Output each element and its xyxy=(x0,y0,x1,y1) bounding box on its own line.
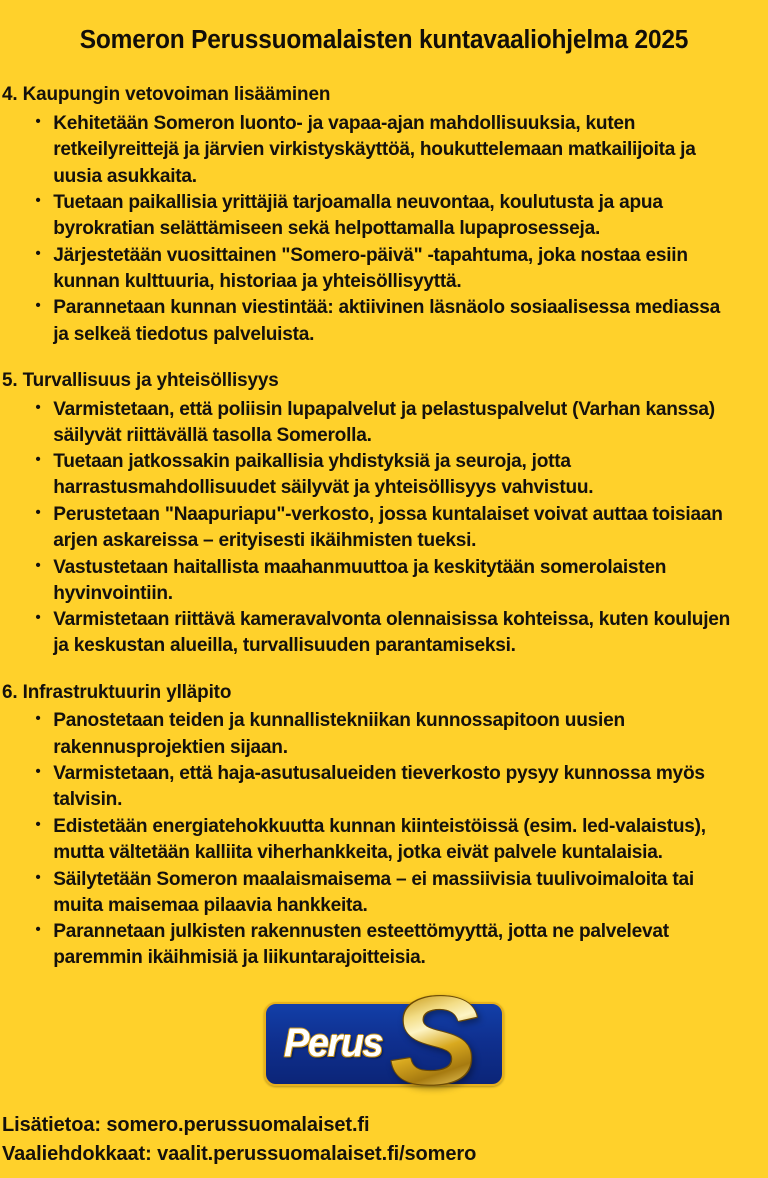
program-content xyxy=(0,82,768,970)
list-item: • Varmistetaan, että haja-asutusalueiden tieverkosto pysyy kunnossa myös talvisin. xyxy=(2,760,739,812)
program-section-5 xyxy=(2,368,750,659)
footer-links xyxy=(2,1111,476,1168)
program-section-4 xyxy=(2,82,750,346)
list-item: • Tuetaan jatkossakin paikallisia yhdistyksiä ja seuroja, jotta harrastusmahdollisuudet säilyvät ja yhteisöllisyys vahvistuu. xyxy=(2,448,739,500)
list-item: • Kehitetään Someron luonto- ja vapaa-ajan mahdollisuuksia, kuten retkeilyreittejä ja järvien virkistyskäyttöä, houkuttelemaan matkailijoita ja uusia asukkaita. xyxy=(2,110,739,188)
footer-info-line: Lisätietoa: somero.perussuomalaiset.fi xyxy=(2,1114,370,1137)
list-item: • Parannetaan julkisten rakennusten esteettömyyttä, jotta ne palvelevat paremmin ikäihmisiä ja liikuntarajoitteisia. xyxy=(2,918,739,970)
election-program-poster xyxy=(0,17,768,1178)
program-section-6 xyxy=(2,680,750,971)
list-item: • Edistetään energiatehokkuutta kunnan kiinteistöissä (esim. led-valaistus), mutta vältetään kalliita viherhankkeita, jotka eivät palvele kuntalaisia. xyxy=(2,813,739,865)
list-item: • Järjestetään vuosittainen "Somero-päivä" -tapahtuma, joka nostaa esiin kunnan kulttuuria, historiaa ja yhteisöllisyyttä. xyxy=(2,242,739,294)
perussuomalaiset-logo xyxy=(262,971,506,1112)
logo-wordmark: Perus xyxy=(284,1021,383,1066)
list-item: • Säilytetään Someron maalaismaisema – ei massiivisia tuulivoimaloita tai muita maisemaa pilaavia hankkeita. xyxy=(2,866,739,918)
section-heading-6: 6. Infrastruktuurin ylläpito xyxy=(2,680,232,703)
section-5-bullet-list xyxy=(2,396,750,659)
list-item: • Tuetaan paikallisia yrittäjiä tarjoamalla neuvontaa, koulutusta ja apua byrokratian selättämiseen sekä helpottamalla lupaprosesseja. xyxy=(2,189,739,241)
list-item: • Varmistetaan, että poliisin lupapalvelut ja pelastuspalvelut (Varhan kanssa) säilyvät riittävällä tasolla Somerolla. xyxy=(2,396,739,448)
logo-container xyxy=(0,971,768,1112)
section-4-bullet-list xyxy=(2,110,750,346)
footer-candidates-line: Vaaliehdokkaat: vaalit.perussuomalaiset.fi/somero xyxy=(2,1142,477,1165)
list-item: • Parannetaan kunnan viestintää: aktiivinen läsnäolo sosiaalisessa mediassa ja selkeä tiedotus palveluista. xyxy=(2,294,739,346)
list-item: • Varmistetaan riittävä kameravalvonta olennaisissa kohteissa, kuten koulujen ja keskustan alueilla, turvallisuuden parantamiseksi. xyxy=(2,606,739,658)
list-item: • Vastustetaan haitallista maahanmuuttoa ja keskitytään somerolaisten hyvinvointiin. xyxy=(2,554,739,606)
page-title: Someron Perussuomalaisten kuntavaaliohjelma 2025 xyxy=(79,26,689,55)
section-heading-4: 4. Kaupungin vetovoiman lisääminen xyxy=(2,83,331,106)
section-heading-5: 5. Turvallisuus ja yhteisöllisyys xyxy=(2,368,279,391)
section-6-bullet-list xyxy=(2,707,750,970)
list-item: • Panostetaan teiden ja kunnallistekniikan kunnossapitoon uusien rakennusprojektien sijaan. xyxy=(2,707,739,759)
logo-s-letter-icon: S xyxy=(390,971,479,1112)
list-item: • Perustetaan "Naapuriapu"-verkosto, jossa kuntalaiset voivat auttaa toisiaan arjen askareissa – erityisesti ikäihmisten tueksi. xyxy=(2,501,739,553)
